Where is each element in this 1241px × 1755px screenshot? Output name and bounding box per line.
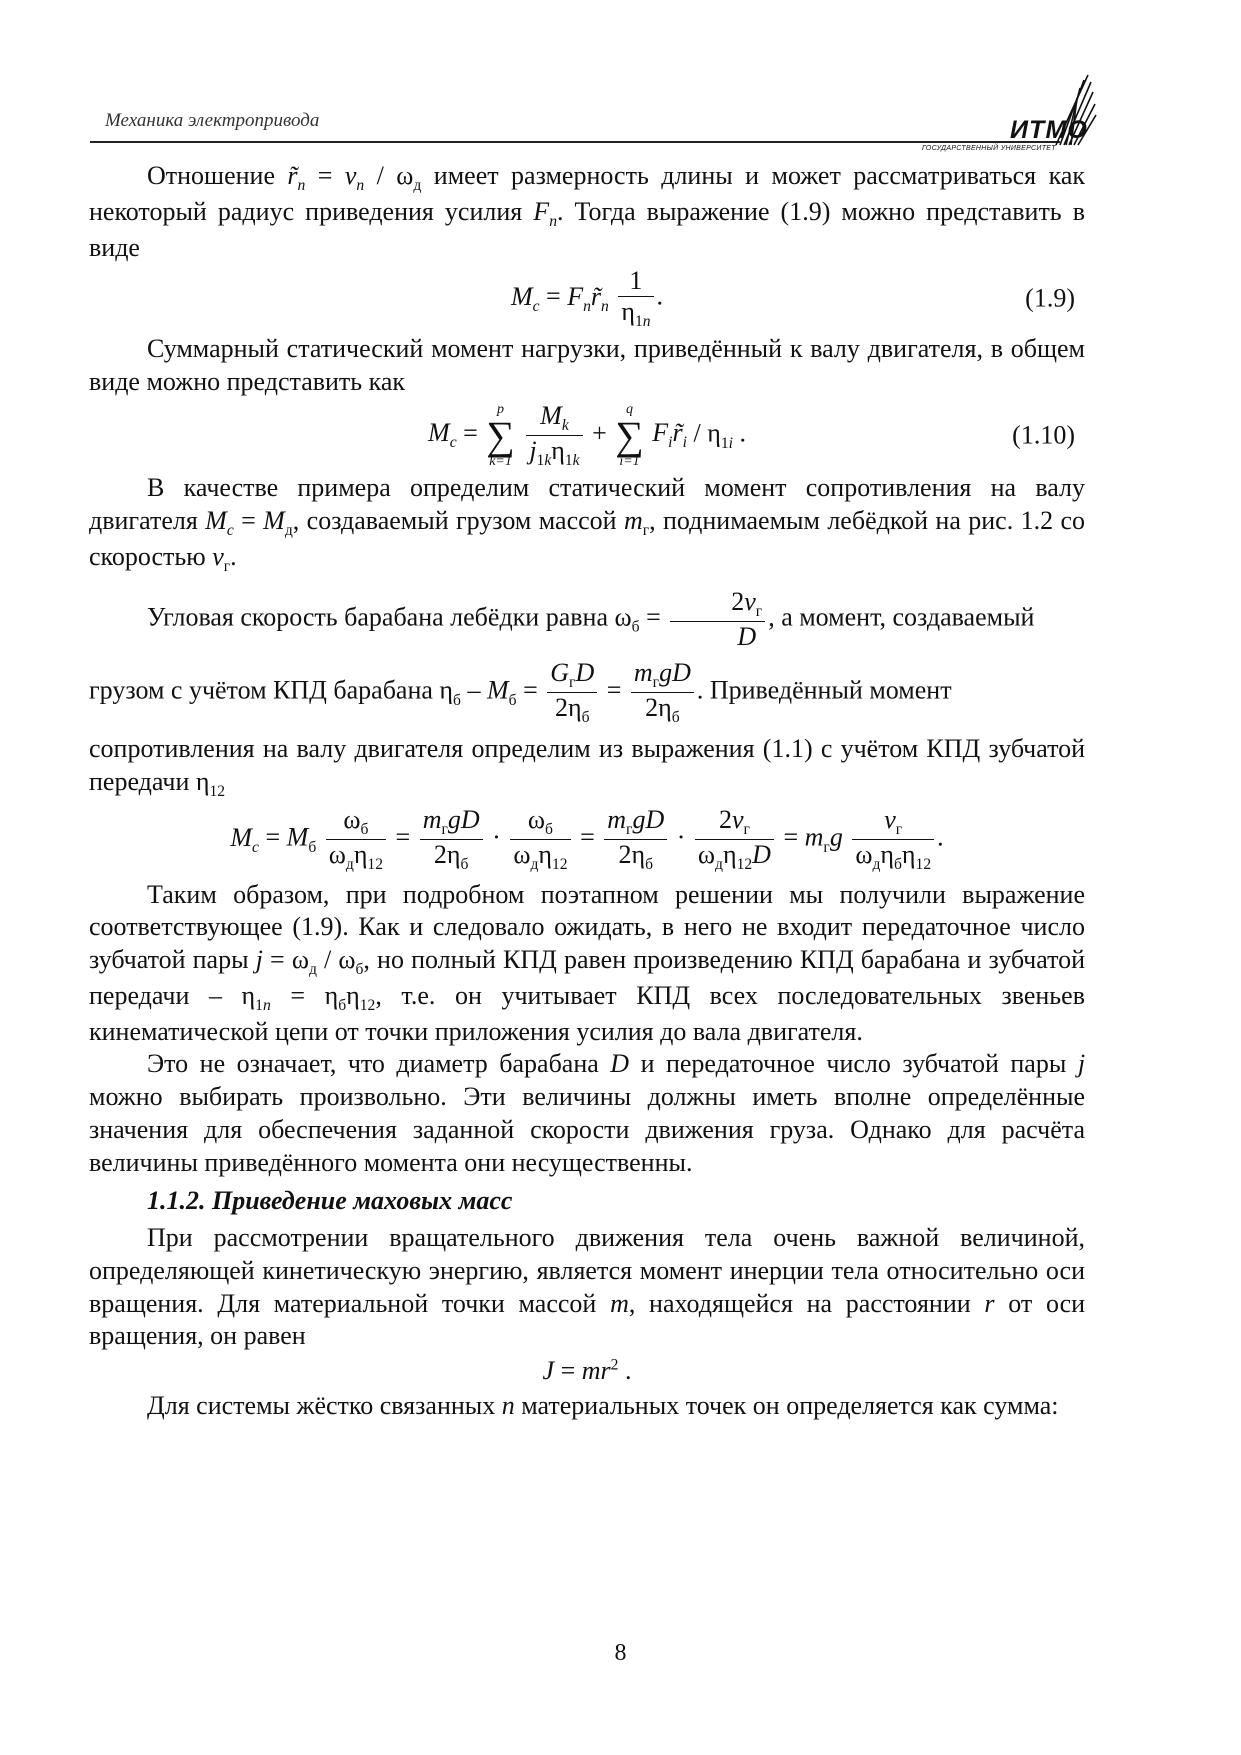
paragraph: В качестве примера определим статический момент сопротивления на валу двигателя $M_c = M_д$, создаваемый грузом массой $m_г$, поднимаемым лебёдкой на рис. 1.2 со скоростью $v_г$.: [89, 473, 1085, 575]
logo-text: ИТМО: [1010, 116, 1088, 144]
section-heading: 1.1.2. Приведение маховых масс: [147, 1186, 513, 1216]
page-body: [89, 160, 1085, 1423]
equation-1-10: $M_c$ = p ∑ k=1 $\frac{M_k}{j_{1k}\eta_{1k}}$ + q ∑ i=1 $F_ir̃_i / \eta_{1i}$ . (1.10): [428, 400, 1075, 470]
logo-subtitle: ГОСУДАРСТВЕННЫЙ УНИВЕРСИТЕТ: [922, 145, 1056, 152]
paragraph: Угловая скорость барабана лебёдки равна $\omega_б$ = $\frac{2v_г}{D}$ , а момент, создаваемый: [147, 586, 1035, 651]
equation-1-9: $M_c$ = $F_nr̃_n$ $\frac{1}{\eta_{1n}}$ . (1.9): [510, 266, 1075, 331]
equation-number: (1.10): [1012, 420, 1075, 450]
equation-reduced-moment: $M_c = M_б$ $\frac{\omega_б}{\omega_д\eta_{12}}$ = $\frac{m_гgD}{2\eta_б}$ · $\frac{\omega_б}{\omega_д\eta_{12}}$ = $\frac{m_гgD}{2\eta_б}$ · $\frac{2v_г}{\omega_д\eta_{12}D}$ = $m_гg$ $\frac{v_г}{\omega_д\eta_б\eta_{12}}$ .: [230, 805, 944, 874]
paragraph: Суммарный статический момент нагрузки, приведённый к валу двигателя, в общем виде можно представить как: [89, 334, 1085, 397]
paragraph: Отношение $r̃_n = v_n / \omega_д$ имеет размерность длины и может рассматриваться как некоторый радиус приведения усилия $F_n$. Тогда выражение (1.9) можно представить в виде: [89, 161, 1085, 262]
paragraph: При рассмотрении вращательного движения тела очень важной величиной, определяющей кинетическую энергию, является момент инерции тела относительно оси вращения. Для материальной точки массой m, находящейся на расстоянии r от оси вращения, он равен: [89, 1223, 1086, 1351]
paragraph: Таким образом, при подробном поэтапном решении мы получили выражение соответствующее (1.9). Как и следовало ожидать, в него не входит передаточное число зубчатой пары $j = \omega_д / \omega_б$, но полный КПД равен произведению КПД барабана и зубчатой передачи – $\eta_{1n} = \eta_б\eta_{12}$, т.е. он учитывает КПД всех последовательных звеньев кинематической цепи от точки приложения усилия до вала двигателя.: [89, 879, 1085, 1046]
paragraph: Для системы жёстко связанных n материальных точек он определяется как сумма:: [147, 1390, 1059, 1420]
equation-number: (1.9): [1025, 283, 1075, 313]
header-rule: [90, 141, 1060, 143]
paragraph: сопротивления на валу двигателя определим из выражения (1.1) с учётом КПД зубчатой передачи $\eta_{12}$: [89, 733, 1085, 800]
paragraph: грузом с учётом КПД барабана $\eta_б - M_б$ = $\frac{G_гD}{2\eta_б}$ = $\frac{m_гgD}{2\eta_б}$ . Приведённый момент: [89, 657, 952, 726]
paragraph: Это не означает, что диаметр барабана D и передаточное число зубчатой пары j можно выбирать произвольно. Эти величины должны иметь вполне определённые значения для обеспечения заданной скорости движения груза. Однако для расчёта величины приведённого момента они несущественны.: [89, 1049, 1086, 1177]
running-header-title: Механика электропривода: [105, 110, 320, 131]
equation-inertia: $J = mr^2$ .: [542, 1356, 632, 1386]
page-number: 8: [614, 1640, 627, 1666]
